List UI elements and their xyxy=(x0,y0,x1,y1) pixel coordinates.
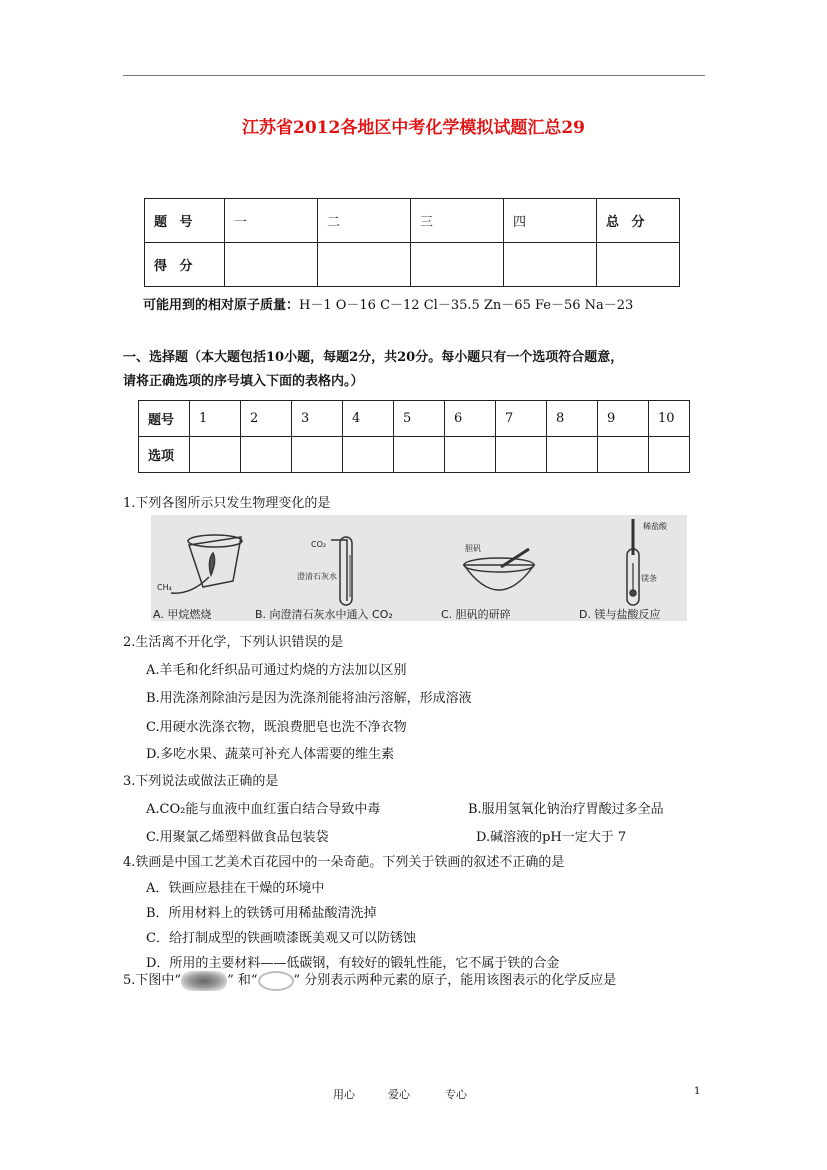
answer-number-cell: 6 xyxy=(445,401,496,437)
score-blank-cell[interactable] xyxy=(504,243,597,287)
question-5-stem-part-a: 5.下图中“ xyxy=(123,973,182,988)
hollow-atom-icon xyxy=(258,971,294,991)
limewater-label: 澄清石灰水 xyxy=(297,572,337,581)
answer-blank-cell[interactable] xyxy=(598,437,649,473)
question-3-option-d: D.碱溶液的pH一定大于 7 xyxy=(476,830,627,845)
question-5-stem xyxy=(123,969,616,991)
co2-label: CO₂ xyxy=(311,540,327,549)
answer-option-row xyxy=(139,437,690,473)
question-4-option-a: A．铁画应悬挂在干燥的环境中 xyxy=(146,881,325,896)
acid-label: 稀盐酸 xyxy=(643,522,667,531)
score-blank-cell[interactable] xyxy=(411,243,504,287)
question-5-stem-part-c: ” 分别表示两种元素的原子，能用该图表示的化学反应是 xyxy=(293,973,617,988)
footer-word-2: 爱心 xyxy=(388,1088,410,1101)
answer-blank-cell[interactable] xyxy=(547,437,598,473)
footer-word-1: 用心 xyxy=(333,1088,355,1101)
figure-caption-d: D. 镁与盐酸反应 xyxy=(579,608,661,621)
answer-blank-cell[interactable] xyxy=(343,437,394,473)
answer-number-cell: 7 xyxy=(496,401,547,437)
page-title: 江苏省2012各地区中考化学模拟试题汇总29 xyxy=(242,118,585,138)
atomic-mass-line xyxy=(143,294,633,313)
answer-table xyxy=(138,400,690,473)
figure-caption-a: A. 甲烷燃烧 xyxy=(153,608,212,621)
answer-row-label: 选项 xyxy=(139,437,190,473)
figure-caption-c: C. 胆矾的研碎 xyxy=(441,608,511,621)
question-3-stem: 3.下列说法或做法正确的是 xyxy=(123,774,279,789)
answer-blank-cell[interactable] xyxy=(241,437,292,473)
score-value-row xyxy=(145,243,680,287)
section-heading-line1: 一、选择题（本大题包括10小题，每题2分，共20分。每小题只有一个选项符合题意， xyxy=(123,350,624,365)
score-header-cell: 四 xyxy=(504,199,597,243)
score-header-cell: 一 xyxy=(225,199,318,243)
mg-label: 镁条 xyxy=(641,574,657,583)
score-table xyxy=(144,198,680,287)
danfan-label: 胆矾 xyxy=(465,544,481,553)
section-heading-line2: 请将正确选项的序号填入下面的表格内。） xyxy=(123,374,364,389)
question-1-stem: 1.下列各图所示只发生物理变化的是 xyxy=(123,496,331,511)
figure-caption-b: B. 向澄清石灰水中通入 CO₂ xyxy=(255,608,393,621)
answer-header-row xyxy=(139,401,690,437)
answer-number-cell: 4 xyxy=(343,401,394,437)
score-header-cell: 题 号 xyxy=(145,199,225,243)
question-3-option-c: C.用聚氯乙烯塑料做食品包装袋 xyxy=(146,830,329,845)
answer-blank-cell[interactable] xyxy=(394,437,445,473)
atomic-mass-values: H－1 O－16 C－12 Cl－35.5 Zn－65 Fe－56 Na－23 xyxy=(299,298,634,313)
question-2-stem: 2.生活离不开化学，下列认识错误的是 xyxy=(123,635,344,650)
score-row-label: 得 分 xyxy=(145,243,225,287)
answer-number-cell: 3 xyxy=(292,401,343,437)
answer-blank-cell[interactable] xyxy=(649,437,690,473)
answer-number-cell: 2 xyxy=(241,401,292,437)
acid-tube-icon xyxy=(627,519,639,605)
question-5-stem-part-b: ” 和“ xyxy=(227,973,258,988)
question-2-option-a: A.羊毛和化纤织品可通过灼烧的方法加以区别 xyxy=(146,663,407,678)
question-2-option-d: D.多吃水果、蔬菜可补充人体需要的维生素 xyxy=(146,747,395,762)
score-header-cell: 三 xyxy=(411,199,504,243)
score-blank-cell[interactable] xyxy=(225,243,318,287)
answer-number-cell: 8 xyxy=(547,401,598,437)
question-4-option-d: D．所用的主要材料——低碳钢，有较好的锻轧性能，它不属于铁的合金 xyxy=(146,956,560,971)
filled-atom-icon xyxy=(181,971,227,991)
question-3-option-a: A.CO₂能与血液中血红蛋白结合导致中毒 xyxy=(146,802,381,817)
page-number: 1 xyxy=(694,1086,701,1097)
mortar-pestle-icon xyxy=(464,549,534,590)
answer-number-cell: 5 xyxy=(394,401,445,437)
methane-burning-icon xyxy=(171,535,242,593)
score-blank-cell[interactable] xyxy=(597,243,680,287)
score-blank-cell[interactable] xyxy=(318,243,411,287)
atomic-mass-label: 可能用到的相对原子质量： xyxy=(143,298,300,313)
answer-number-cell: 10 xyxy=(649,401,690,437)
answer-header-label: 题号 xyxy=(139,401,190,437)
question-4-option-b: B．所用材料上的铁锈可用稀盐酸清洗掉 xyxy=(146,906,377,921)
answer-blank-cell[interactable] xyxy=(496,437,547,473)
answer-blank-cell[interactable] xyxy=(190,437,241,473)
footer-word-3: 专心 xyxy=(445,1088,467,1101)
header-rule xyxy=(123,75,705,76)
answer-blank-cell[interactable] xyxy=(292,437,343,473)
answer-blank-cell[interactable] xyxy=(445,437,496,473)
question-2-option-b: B.用洗涤剂除油污是因为洗涤剂能将油污溶解，形成溶液 xyxy=(146,691,472,706)
question-4-stem: 4.铁画是中国工艺美术百花园中的一朵奇葩。下列关于铁画的叙述不正确的是 xyxy=(123,855,565,870)
ch4-label: CH₄ xyxy=(157,583,172,592)
question-1-figure xyxy=(151,515,687,621)
score-header-cell: 总 分 xyxy=(597,199,680,243)
score-header-cell: 二 xyxy=(318,199,411,243)
question-2-option-c: C.用硬水洗涤衣物，既浪费肥皂也洗不净衣物 xyxy=(146,720,407,735)
answer-number-cell: 1 xyxy=(190,401,241,437)
score-header-row xyxy=(145,199,680,243)
question-3-option-b: B.服用氢氧化钠治疗胃酸过多全品 xyxy=(468,802,664,817)
answer-number-cell: 9 xyxy=(598,401,649,437)
question-4-option-c: C．给打制成型的铁画喷漆既美观又可以防锈蚀 xyxy=(146,931,416,946)
